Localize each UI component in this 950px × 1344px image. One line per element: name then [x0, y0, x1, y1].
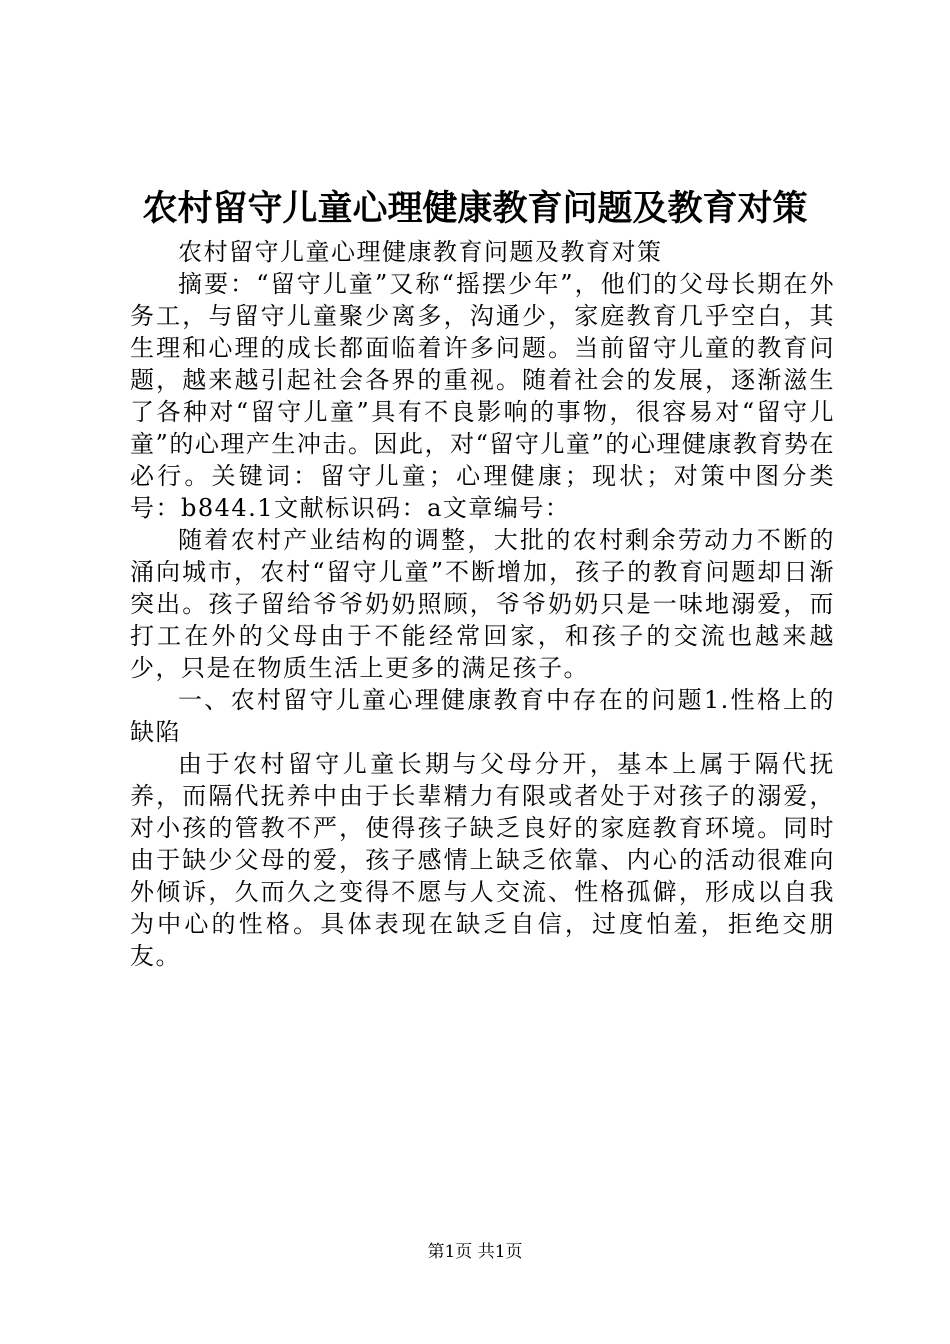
page-footer: 第1页 共1页 — [427, 1242, 523, 1262]
body-paragraph: 随着农村产业结构的调整，大批的农村剩余劳动力不断的涌向城市，农村“留守儿童”不断增加，孩子的教育问题却日渐突出。孩子留给爷爷奶奶照顾，爷爷奶奶只是一味地溺爱，而打工在外的父母由于不能经常回家，和孩子的交流也越来越少，只是在物质生活上更多的满足孩子。 — [130, 526, 835, 682]
section-heading-paragraph: 一、农村留守儿童心理健康教育中存在的问题1.性格上的缺陷 — [130, 686, 835, 746]
abstract-paragraph: 摘要：“留守儿童”又称“摇摆少年”，他们的父母长期在外务工，与留守儿童聚少离多，沟通少，家庭教育几乎空白，其生理和心理的成长都面临着许多问题。当前留守儿童的教育问题，越来越引起社会各界的重视。随着社会的发展，逐渐滋生了各种对“留守儿童”具有不良影响的事物，很容易对“留守儿童”的心理产生冲击。因此，对“留守儿童”的心理健康教育势在必行。关键词：留守儿童；心理健康；现状；对策中图分类号：b844.1文献标识码：a文章编号： — [130, 270, 835, 522]
document-body — [130, 236, 835, 972]
subtitle-paragraph: 农村留守儿童心理健康教育问题及教育对策 — [178, 238, 663, 266]
body-paragraph: 由于农村留守儿童长期与父母分开，基本上属于隔代抚养，而隔代抚养中由于长辈精力有限或者处于对孩子的溺爱，对小孩的管教不严，使得孩子缺乏良好的家庭教育环境。同时由于缺少父母的爱，孩子感情上缺乏依靠、内心的活动很难向外倾诉，久而久之变得不愿与人交流、性格孤僻，形成以自我为中心的性格。具体表现在缺乏自信，过度怕羞，拒绝交朋友。 — [130, 750, 835, 970]
document-title: 农村留守儿童心理健康教育问题及教育对策 — [142, 188, 808, 229]
